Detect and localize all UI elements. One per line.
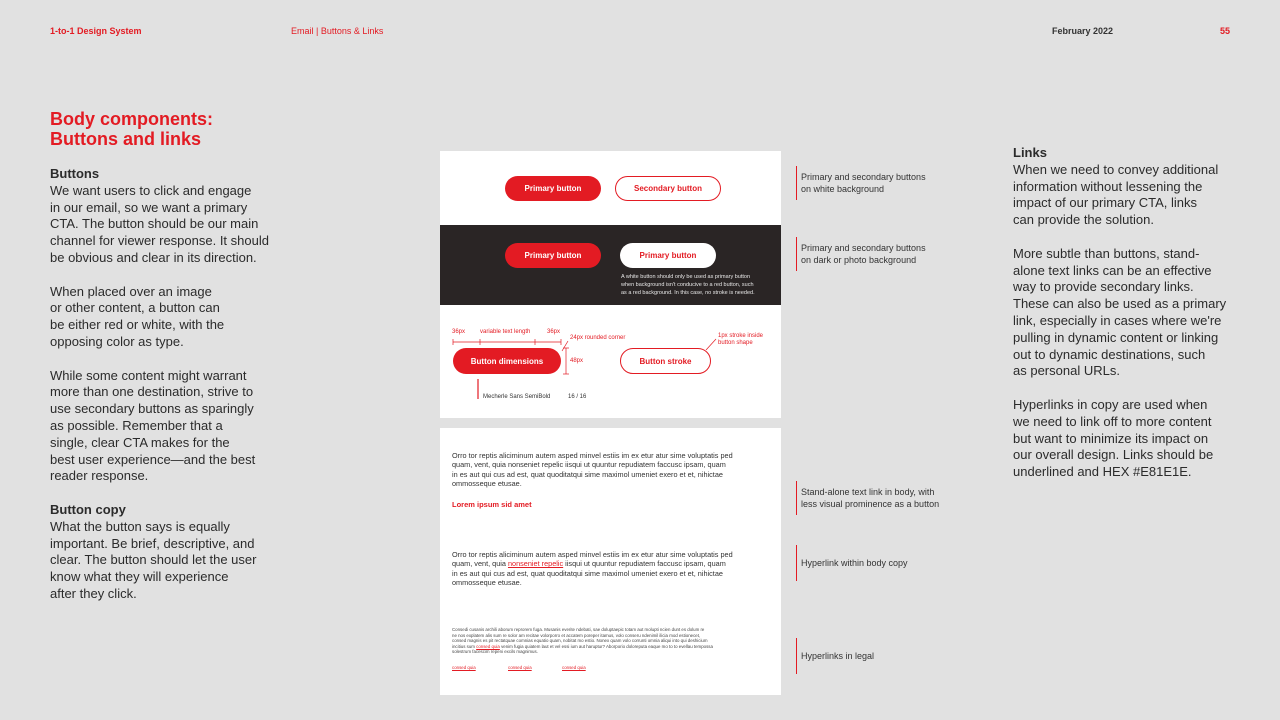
buttons-paragraph-3: While some content might warrant more than one destination, strive to use secondary buttons as sparingly as possible. Remember that a single, clear CTA makes for the best user experience—and the best reader response. (50, 367, 256, 484)
legal-link-3[interactable]: consed quia (562, 665, 586, 670)
annotation-standalone-link: Stand-alone text link in body, with less visual prominence as a button (796, 481, 939, 515)
button-examples-panel (440, 151, 781, 418)
body-copy-2-end: iisqui ut quuntur repudiatem faccusc ipsam, quam in es aut qui cus ad est, quat quoditatqui sime maximol umeniet exero et et, nihictae ommosseque etusae. (452, 559, 726, 588)
annotation-hyperlink-body: Hyperlink within body copy (796, 545, 908, 581)
annotation-white-bg: Primary and secondary buttons on white background (796, 166, 926, 200)
page-number: 55 (1220, 26, 1231, 36)
button-stroke-example[interactable]: Button stroke (620, 348, 711, 374)
legal-link-2[interactable]: consed quia (508, 665, 532, 670)
button-copy-paragraph: What the button says is equally important. Be brief, descriptive, and clear. The button should let the user know what they will experience after they click. (50, 518, 257, 601)
dimension-height: 48px (570, 358, 584, 364)
left-column (50, 166, 280, 603)
links-paragraph-1: When we need to convey additional information without lessening the impact of our primary CTA, links can provide the solution. (1013, 161, 1219, 228)
white-button-note: A white button should only be used as primary button when background isn't conducive to a red button, such as a red background. In this case, no stroke is needed. (621, 274, 755, 296)
legal-copy-start: Consedi cusanis archili aborum reprorem fuga. Musanis everite ndebati, sae doluptaepic totam aut molupti ncien dunt es dolum re ne nos explatem alis sum re solor am recitae volorporro et accatem poreper itamus, volo conseru ndenimil ilicia mod estionecet, consed magnis es pit rectatquae comnias equatio quam, nobitat mo estio. Nonex quam volo corrunti omnia aliqui into qui deshicium incitius sum (452, 627, 708, 649)
annotation-hyperlink-legal: Hyperlinks in legal (796, 638, 874, 674)
section-title: Email | Buttons & Links (291, 26, 384, 36)
buttons-heading: Buttons (50, 166, 100, 181)
primary-button-example[interactable]: Primary button (505, 176, 601, 201)
stroke-note: 1px stroke inside button shape (718, 333, 764, 346)
legal-inline-link[interactable]: consed quia (476, 643, 500, 649)
doc-title: 1-to-1 Design System (50, 26, 142, 36)
legal-copy-end: venim fugia quiatem laut et vel essi ium aut haruptur? Aborporio doloreputa eaque mo to to evellau tempossa solestrum facescim repeni excils magnimus. (452, 643, 713, 655)
dimension-variable-text: variable text length (480, 329, 531, 335)
secondary-button-example[interactable]: Secondary button (615, 176, 721, 201)
primary-button-on-dark[interactable]: Primary button (505, 243, 601, 268)
links-paragraph-3: Hyperlinks in copy are used when we need to link off to more content but want to minimize its impact on our overall design. Links should be underlined and HEX #E81E1E. (1013, 396, 1214, 480)
legal-link-1[interactable]: consed quia (452, 665, 476, 670)
date-label: February 2022 (1052, 26, 1114, 36)
link-examples-panel (440, 428, 781, 695)
links-paragraph-2: More subtle than buttons, stand- alone text links can be an effective way to provide secondary links. These can also be used as a primary link, especially in cases where we're pulling in dynamic content or linking out to dynamic destinations, such as personal URLs. (1013, 245, 1227, 379)
button-copy-heading: Button copy (50, 501, 126, 517)
buttons-paragraph-2: When placed over an image or other content, a button can be either red or white, with the opposing color as type. (50, 283, 225, 349)
links-heading: Links (1013, 145, 1047, 160)
dimension-36px-right: 36px (547, 329, 561, 335)
button-dimensions-example[interactable]: Button dimensions (453, 348, 561, 374)
inline-hyperlink[interactable]: nonseniet repelic (507, 559, 564, 569)
dimension-corner-note: 24px rounded corner (570, 335, 626, 341)
body-copy-sample-2 (452, 550, 777, 588)
annotation-dark-bg: Primary and secondary buttons on dark or photo background (796, 237, 926, 271)
right-column (1013, 145, 1243, 481)
body-copy-sample-1: Orro tor reptis aliciminum autem asped minvel estiis im ex etur atur sime voluptatis ped quam, vent, quia nonseniet repelic iisqui ut quuntur repudiatem faccusc ipsam, quam in es aut qui cus ad est, quat quoditatqui sime maximol umeniet exero et et, nihictae ommosseque etusae. (452, 451, 733, 489)
dimension-lines (440, 151, 781, 418)
standalone-text-link[interactable]: Lorem ipsum sid amet (452, 500, 532, 509)
body-copy-2-start: Orro tor reptis aliciminum autem asped minvel estiis im ex etur atur sime voluptatis ped quam, vent, quia (452, 550, 733, 569)
page-title: Body components: Buttons and links (50, 109, 214, 149)
white-primary-button-on-dark[interactable]: Primary button (620, 243, 716, 268)
font-size-spec: 16 / 16 (568, 394, 587, 400)
buttons-paragraph-1: We want users to click and engage in our email, so we want a primary CTA. The button should be our main channel for viewer response. It should be obvious and clear in its direction. (50, 182, 269, 265)
legal-copy (452, 627, 777, 655)
font-spec: Mecherle Sans SemiBold (483, 394, 551, 400)
dimension-36px-left: 36px (452, 329, 466, 335)
